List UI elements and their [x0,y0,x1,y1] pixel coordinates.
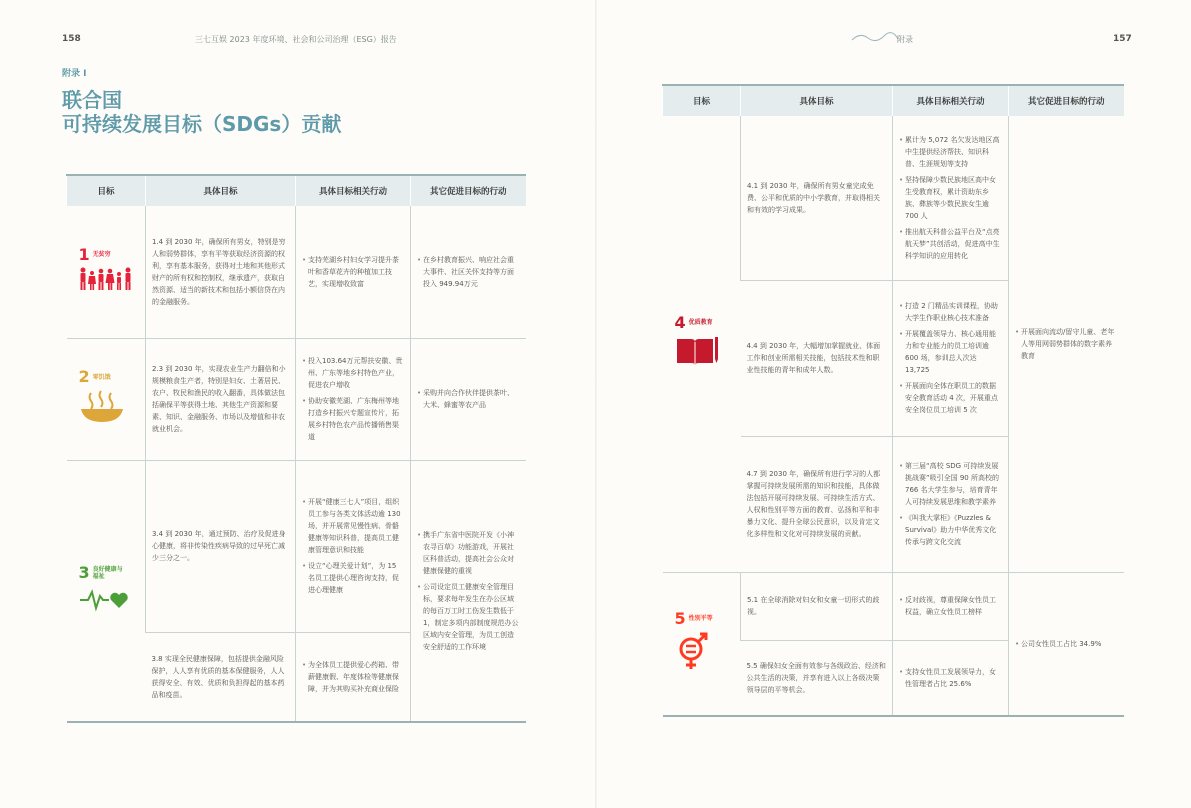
other-action-item: • 公司设定员工健康安全管理目标，要求每年发生在办公区域的每百万工时工伤发生数低于 1，制定多项内部制度规范办公区域内安全管理，为员工创造安全舒适的工作环境 [417,581,520,653]
sdg-name: 优质教育 [688,319,713,327]
action-item: • 开展“健康三七人”项目，组织员工参与各类文体活动逾 130 场，并开展常见慢性病、骨骼健康等知识科普，提高员工健康管理意识和技能 [302,496,404,556]
other-actions [411,206,526,338]
action-item: • 打造 2 门精品实训课程，协助大学生作职业核心技术准备 [899,300,1002,324]
report-title-header: 三七互娱 2023 年度环境、社会和公司治理（ESG）报告 [195,35,397,44]
action-item: • 开展面向全体在职员工的数据安全教育活动 4 次，开展重点安全岗位员工培训 5 次 [899,380,1002,416]
gender-equality-icon [675,631,711,671]
sdg-number: 2 [78,367,90,386]
action-item: • 累计为 5,072 名欠发达地区高中生提供经济帮扶、知识科普、生涯规划等支持 [899,134,1002,170]
action-item: • 开展覆盖领导力、核心通用能力和专业能力的员工培训逾 600 场，参训总人次达 13,725 [899,328,1002,376]
col-header-other-actions: 其它促进目标的行动 [411,175,526,206]
page-title [62,88,341,136]
other-action-item: • 开展面向流动/留守儿童、老年人等用网弱势群体的数字素养教育 [1015,326,1118,362]
table-row [663,116,1124,280]
sdg-name: 零饥饿 [92,373,111,381]
appendix-label: 附录 I [62,69,87,79]
sdg-name: 无贫穷 [92,251,111,259]
related-actions [893,572,1009,640]
table-header-row [67,175,526,206]
sdg-table-right [662,84,1124,717]
related-actions [893,280,1009,436]
food-bowl-icon [79,389,125,423]
family-people-icon [79,267,135,291]
action-item: • 推出航天科普公益平台及“点亮航天梦”共创活动，促进高中生科学知识的应用转化 [899,226,1002,262]
table-row [663,572,1124,640]
related-actions [893,116,1009,280]
other-action-item: • 携手广东省中医院开发《小神农寻百草》功能游戏，开展社区科普活动，提高社会公众对健康保健的重视 [417,529,520,577]
action-item: • 坚持保障少数民族地区高中女生受教育权，累计资助东乡族、彝族等少数民族女生逾 700 人 [899,174,1002,222]
table-header-row [663,85,1124,116]
sdg-goal-cell [663,116,741,572]
action-item: • 投入103.64万元帮扶安徽、贵州、广东等地乡村特色产业，促进农户增收 [302,355,404,391]
col-header-goal: 目标 [67,175,146,206]
col-header-target: 具体目标 [741,85,893,116]
specific-target: 3.8 实现全民健康保障，包括提供金融风险保护，人人享有优质的基本保健服务，人人获得安全、有效、优质和负担得起的基本药品和疫苗。 [146,632,296,722]
title-line-1: 联合国 [62,88,122,112]
sdg-goal-cell [67,460,146,722]
specific-target: 3.4 到 2030 年，通过预防、治疗及促进身心健康，将非传染性疾病导致的过早死亡减少三分之一。 [146,460,296,632]
related-actions [296,338,411,460]
table-row [67,206,526,338]
action-item: • 协助安徽芜湖、广东梅州等地打造乡村振兴专题宣传片，拓展乡村特色农产品传播销售渠道 [302,395,404,443]
right-section-label: 附录 [897,35,913,44]
specific-target: 5.1 在全球消除对妇女和女童一切形式的歧视。 [741,572,893,640]
related-actions [893,436,1009,572]
other-action-item: • 在乡村教育振兴、响应社会重大事件、社区关怀支持等方面投入 949.94万元 [417,254,520,290]
col-header-goal: 目标 [663,85,741,116]
sdg-number: 1 [78,244,90,264]
col-header-target: 具体目标 [146,175,296,206]
action-item: • 为全体员工提供爱心药箱、带薪健康假、年度体检等健康保障，并为其购买补充商业保险 [302,659,404,695]
left-page-number: 158 [62,34,81,44]
sdg-number: 5 [674,608,686,628]
col-header-actions: 具体目标相关行动 [893,85,1009,116]
related-actions [296,460,411,632]
wave-decoration-icon [850,30,900,44]
action-item: • 《叫我大掌柜》《Puzzles & Survival》助力中华优秀文化传承与跨文化交流 [899,512,1002,548]
specific-target: 2.3 到 2030 年，实现农业生产力翻倍和小规模粮食生产者，特别是妇女、土著居民、农户、牧民和渔民的收入翻番，具体做法包括确保平等获得土地、其他生产资源和要素、知识、金融服务、市场以及增值和非农就业机会。 [146,338,296,460]
page-spine [595,0,597,808]
other-actions [411,460,526,722]
other-actions [1009,572,1124,716]
specific-target: 1.4 到 2030 年，确保所有男女，特别是穷人和弱势群体，享有平等获取经济资源的权利，享有基本服务，获得对土地和其他形式财产的所有权和控制权，继承遗产，获取自然资源、适当的新技术和包括小额信贷在内的金融服务。 [146,206,296,338]
sdg-name: 良好健康与福祉 [92,565,123,580]
sdg-goal-cell [67,206,146,338]
table-row [67,338,526,460]
specific-target: 4.1 到 2030 年，确保所有男女童完成免费、公平和优质的中小学教育，并取得相关和有效的学习成果。 [741,116,893,280]
sdg-number: 3 [78,562,90,582]
sdg-name: 性别平等 [688,615,713,623]
sdg-table-left-main [66,174,526,723]
title-line-2: 可持续发展目标（SDGs）贡献 [62,112,342,136]
action-item: • 反对歧视，尊重保障女性员工权益，确立女性员工榜样 [899,594,1002,618]
heartbeat-icon [79,586,129,612]
book-pencil-icon [675,335,719,367]
action-item: • 支持女性员工发展领导力，女性管理者占比 25.6% [899,666,1002,690]
related-actions [893,640,1009,716]
other-actions [411,338,526,460]
right-page-number: 157 [1113,34,1132,44]
col-header-actions: 具体目标相关行动 [296,175,411,206]
related-actions [296,206,411,338]
action-item: • 第三届“高校 SDG 可持续发展挑战赛”吸引全国 90 所高校的 766 名大学生参与，培育青年人可持续发展思维和教学素养 [899,460,1002,508]
table-row [67,460,526,632]
sdg-number: 4 [674,312,686,332]
other-action-item: • 公司女性员工占比 34.9% [1015,638,1118,650]
sdg-goal-cell [67,338,146,460]
specific-target: 4.7 到 2030 年，确保所有进行学习的人都掌握可持续发展所需的知识和技能，具体做法包括开展可持续发展、可持续生活方式、人权和性别平等方面的教育、弘扬和平和非暴力文化、提升全球公民意识，以及肯定文化多样性和文化对可持续发展的贡献。 [741,436,893,572]
other-action-item: • 采购并向合作伙伴提供茶叶、大米、蜂蜜等农产品 [417,387,520,411]
sdg-goal-cell [663,572,741,716]
action-item: • 设立“心理关爱计划”，为 15 名员工提供心理咨询支持，促进心理健康 [302,560,404,596]
action-item: • 支持芜湖乡村妇女学习提升茶叶和香草花卉的种植加工技艺，实现增收致富 [302,254,404,290]
col-header-other-actions: 其它促进目标的行动 [1009,85,1124,116]
specific-target: 4.4 到 2030 年，大幅增加掌握就业、体面工作和创业所需相关技能，包括技术性和职业性技能的青年和成年人数。 [741,280,893,436]
related-actions [296,632,411,722]
other-actions [1009,116,1124,572]
specific-target: 5.5 确保妇女全面有效参与各级政治、经济和公共生活的决策，并享有进入以上各级决策领导层的平等机会。 [741,640,893,716]
